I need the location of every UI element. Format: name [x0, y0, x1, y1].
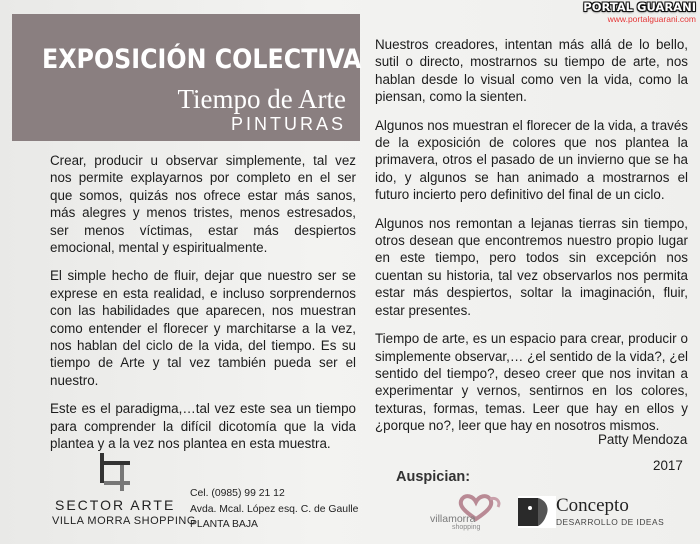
sector-arte-name: SECTOR ARTE — [55, 497, 176, 513]
concepto-name: Concepto — [556, 495, 629, 516]
paragraph: Algunos nos muestran el florecer de la vida, a través de la exposición de colores que nos plantea la primavera, otros el pasado de un invierno que se ha ido, y algunos se han animado a mostrarnos el futuro incierto pero definitivo del final de un ciclo. — [375, 117, 688, 203]
contact-info — [190, 486, 358, 533]
paragraph: Este es el paradigma,…tal vez este sea un tiempo para comprender la difícil dicotomía que la vida plantea y a la vez nos plantea en esta muestra. — [50, 401, 356, 452]
contact-address: Avda. Mcal. López esq. C. de Gaulle — [190, 503, 359, 515]
sponsors-label: Auspician: — [396, 469, 471, 485]
concepto-sub: DESARROLLO DE IDEAS — [556, 517, 665, 527]
paragraph: Crear, producir u observar simplemente, tal vez nos permite explayarnos por completo en el ser que somos, quizás nos ofrece estar más sanos, más alegres y menos tristes, menos estresados, ser menos víctimas, estar más despiertos emocional, mental y espiritualmente. — [50, 153, 356, 256]
right-text-column — [375, 36, 688, 446]
paragraph: Algunos nos remontan a lejanas tierras sin tiempo, otros desean que encontremos nuestro propio lugar en este tiempo, pero todos sin excepción nos cuentan su historia, tal vez observarlos nos permita estar más despiertos, soltar la imaginación, fluir, estar presentes. — [375, 215, 688, 318]
title-banner — [12, 14, 360, 141]
concepto-face-icon — [518, 496, 556, 528]
exhibition-category: PINTURAS — [230, 114, 346, 134]
watermark-name: PORTAL GUARANI — [583, 0, 696, 14]
sector-arte-location: VILLA MORRA SHOPPING — [52, 515, 196, 527]
watermark-url: www.portalguarani.com — [607, 14, 696, 24]
villamorra-name: villamorra — [430, 513, 476, 525]
exhibition-title: EXPOSICIÓN COLECTIVA — [42, 44, 362, 75]
contact-phone: Cel. (0985) 99 21 12 — [190, 488, 285, 499]
paragraph: El simple hecho de fluir, dejar que nuestro ser se exprese en esta realidad, e incluso sorprendernos con las habilidades que aparecen, nos muestran como entender el florecer y marchitarse a la vez, nos hablan del ciclo de la vida, del tiempo. Es su tiempo de Arte y tal vez también pueda ser el nuestro. — [50, 268, 356, 388]
left-text-column — [50, 152, 356, 464]
signature-year: 2017 — [653, 458, 683, 473]
sector-arte-logo-icon — [96, 451, 136, 493]
paragraph: Tiempo de arte, es un espacio para crear, producir o simplemente observar,… ¿el sentido de la vida?, ¿el sentido del tiempo?, deseo creer que nos invitan a experimentar y vernos, sentirnos en los colores, texturas, formas, temas. Leer que hay en ellos y ¿porque no?, leer que hay en nosotros mismos. — [375, 331, 688, 434]
villamorra-sub: shopping — [452, 524, 481, 531]
signature-name: Patty Mendoza — [598, 432, 688, 447]
exhibition-subtitle: Tiempo de Arte — [177, 84, 346, 114]
paragraph: Nuestros creadores, intentan más allá de lo bello, sutil o directo, mostrarnos su tiempo de arte, nos hablan desde lo visual como ven la vida, como la piensan, como la sienten. — [375, 37, 688, 105]
contact-floor: PLANTA BAJA — [190, 519, 258, 531]
